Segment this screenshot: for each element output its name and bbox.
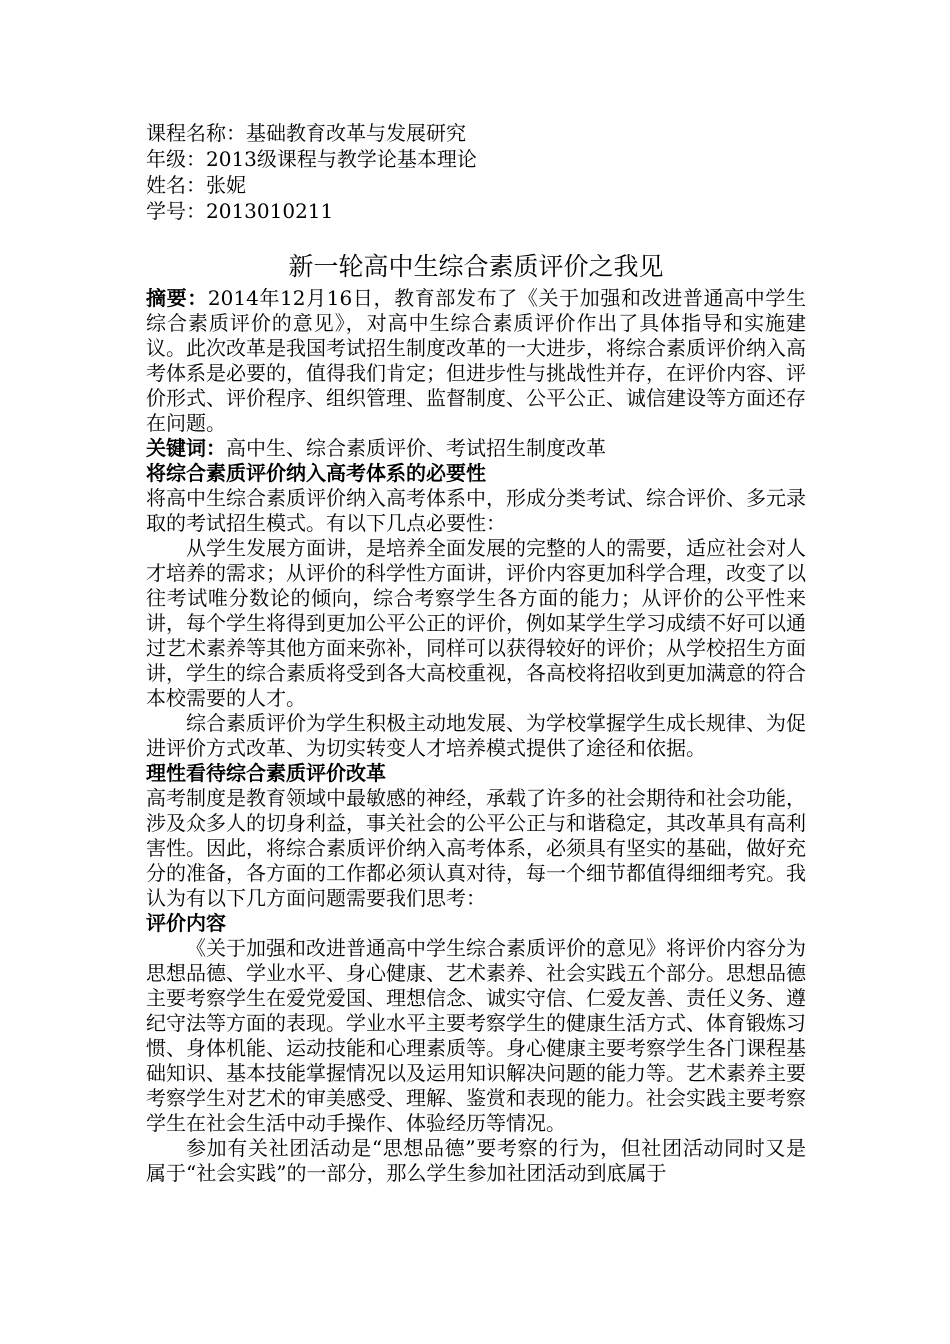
paragraph: 高考制度是教育领域中最敏感的神经，承载了许多的社会期待和社会功能，涉及众多人的切身利益，事关社会的公平公正与和谐稳定，其改革具有高利害性。因此，将综合素质评价纳入高考体系，必须具有坚实的基础，做好充分的准备，各方面的工作都必须认真对待，每一个细节都值得细细考究。我认为有以下几方面问题需要我们思考： bbox=[146, 786, 806, 910]
abstract-text: 2014年12月16日，教育部发布了《关于加强和改进普通高中学生综合素质评价的意见》，对高中生综合素质评价作出了具体指导和实施建议。此次改革是我国考试招生制度改革的一大进步，将综合素质评价纳入高考体系是必要的，值得我们肯定；但进步性与挑战性并存，在评价内容、评价形式、评价程序、组织管理、监督制度、公平公正、诚信建设等方面还存在问题。 bbox=[146, 286, 807, 435]
section-heading-rational-view: 理性看待综合素质评价改革 bbox=[146, 761, 386, 785]
abstract-label: 摘要： bbox=[146, 286, 208, 310]
grade-line: 年级：2013级课程与教学论基本理论 bbox=[146, 147, 477, 171]
paragraph: 从学生发展方面讲，是培养全面发展的完整的人的需要，适应社会对人才培养的需求；从评价的科学性方面讲，评价内容更加科学合理，改变了以往考试唯分数论的倾向，综合考察学生各方面的能力；从评价的公平性来讲，每个学生将得到更加公平公正的评价，例如某学生学习成绩不好可以通过艺术素养等其他方面来弥补，同样可以获得较好的评价；从学校招生方面讲，学生的综合素质将受到各大高校重视，各高校将招收到更加满意的符合本校需要的人才。 bbox=[146, 536, 806, 710]
abstract bbox=[146, 286, 806, 436]
paragraph: 参加有关社团活动是“思想品德”要考察的行为，但社团活动同时又是属于“社会实践”的一部分，那么学生参加社团活动到底属于 bbox=[146, 1136, 806, 1185]
keywords-label: 关键词： bbox=[146, 436, 226, 460]
section-heading-necessity: 将综合素质评价纳入高考体系的必要性 bbox=[146, 461, 486, 485]
document-page bbox=[146, 120, 806, 1186]
course-name: 课程名称：基础教育改革与发展研究 bbox=[146, 121, 466, 145]
paragraph: 《关于加强和改进普通高中学生综合素质评价的意见》将评价内容分为思想品德、学业水平、身心健康、艺术素养、社会实践五个部分。思想品德主要考察学生在爱党爱国、理想信念、诚实守信、仁爱友善、责任义务、遵纪守法等方面的表现。学业水平主要考察学生的健康生活方式、体育锻炼习惯、身体机能、运动技能和心理素质等。身心健康主要考察学生各门课程基础知识、基本技能掌握情况以及运用知识解决问题的能力等。艺术素养主要考察学生对艺术的审美感受、理解、鉴赏和表现的能力。社会实践主要考察学生在社会生活中动手操作、体验经历等情况。 bbox=[146, 936, 806, 1135]
keywords-text: 高中生、综合素质评价、考试招生制度改革 bbox=[226, 436, 606, 460]
keywords bbox=[146, 436, 806, 461]
paragraph: 综合素质评价为学生积极主动地发展、为学校掌握学生成长规律、为促进评价方式改革、为切实转变人才培养模式提供了途径和依据。 bbox=[146, 711, 806, 760]
student-id: 学号：2013010211 bbox=[146, 199, 334, 223]
student-name: 姓名：张妮 bbox=[146, 173, 246, 197]
paragraph: 将高中生综合素质评价纳入高考体系中，形成分类考试、综合评价、多元录取的考试招生模式。有以下几点必要性： bbox=[146, 486, 806, 535]
section-heading-evaluation-content: 评价内容 bbox=[146, 911, 226, 935]
page-title: 新一轮高中生综合素质评价之我见 bbox=[288, 252, 664, 281]
